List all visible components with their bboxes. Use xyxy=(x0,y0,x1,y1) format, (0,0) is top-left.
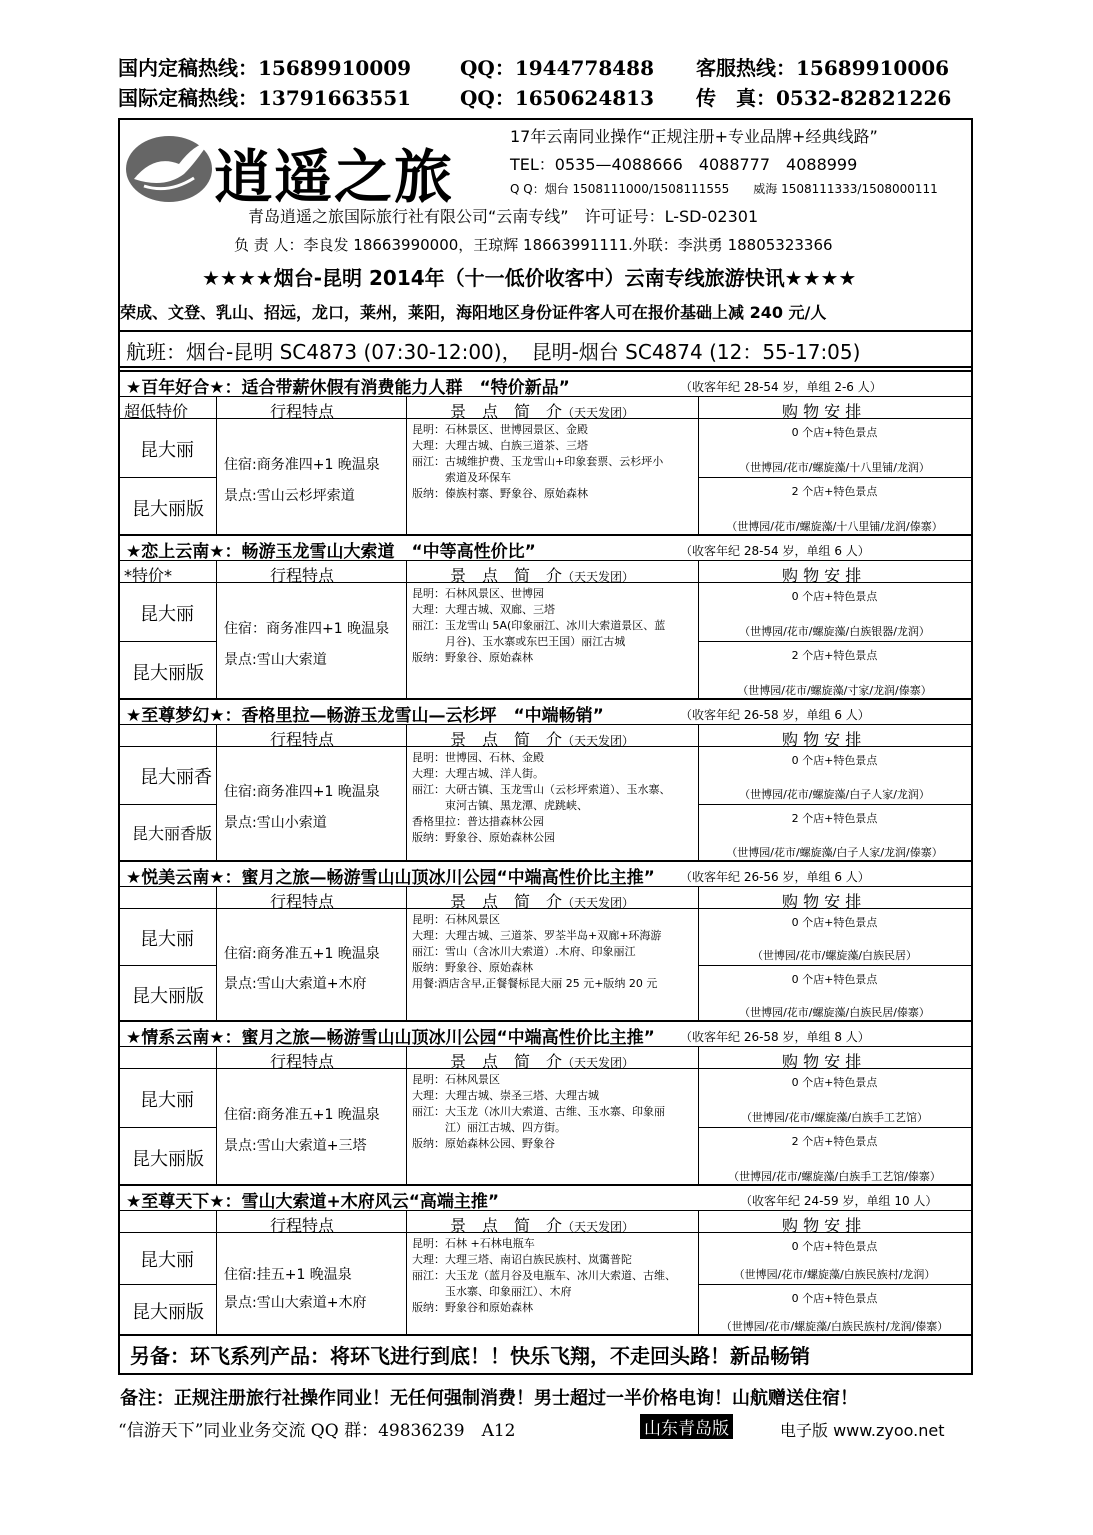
spot-line: 版纳：野象谷、原始森林 xyxy=(412,961,533,974)
intl-hotline: 国际定稿热线：13791663551 xyxy=(118,86,412,110)
attractions-feature: 景点:雪山大索道+木府 xyxy=(224,976,367,992)
route-name: 昆大丽 xyxy=(140,1250,194,1271)
tel: TEL：0535—4088666 4088777 4088999 xyxy=(510,155,858,174)
section-title: ★恋上云南★：畅游玉龙雪山大索道 “中等高性价比” xyxy=(126,542,536,562)
remark: 备注：正规注册旅行社操作同业！无任何强制消费！男士超过一半价格电询！山航赠送住宿！ xyxy=(120,1388,858,1409)
discount-note: 荣成、文登、乳山、招远，龙口，莱州，莱阳，海阳地区身份证件客人可在报价基础上减 240 元/人 xyxy=(120,303,827,322)
shop-count: 0 个店+特色景点 xyxy=(791,754,878,767)
route-section xyxy=(120,1184,971,1334)
section-title: ★悦美云南★：蜜月之旅—畅游雪山山顶冰川公园“中端高性价比主推” xyxy=(126,868,655,888)
col-itinerary: 行程特点 xyxy=(270,1216,335,1235)
col-price: *特价* xyxy=(124,566,173,585)
shop-count: 2 个店+特色景点 xyxy=(791,649,878,662)
section-age: （收客年纪 26-58 岁，单组 6 人） xyxy=(680,708,870,722)
shop-list: （世博园/花市/螺旋藻/白族民居/傣寨） xyxy=(739,1006,930,1019)
section-age: （收客年纪 24-59 岁，单组 10 人） xyxy=(740,1194,938,1208)
shop-list: （世博园/花市/螺旋藻/白族民族村/龙润/傣寨） xyxy=(720,1320,949,1333)
col-shopping: 购 物 安 排 xyxy=(782,566,862,585)
attractions-feature: 景点:雪山大索道+木府 xyxy=(224,1295,367,1311)
spot-line: 大理：大理古城、洋人街。 xyxy=(412,767,544,780)
spot-line: 昆明：石林 +石林电瓶车 xyxy=(412,1237,535,1250)
headline: ★★★★烟台-昆明 2014年（十一低价收客中）云南专线旅游快讯★★★★ xyxy=(202,266,857,290)
shop-list: （世博园/花市/螺旋藻/白族民居） xyxy=(751,949,918,962)
col-spots-sub: （天天发团） xyxy=(562,406,635,420)
bird-logo-icon xyxy=(124,134,214,204)
col-spots-label: 景 点 简 介 xyxy=(450,566,563,585)
route-name-version: 昆大丽版 xyxy=(132,662,204,684)
spot-line: 昆明：石林风景区 xyxy=(412,913,500,926)
shop-count: 2 个店+特色景点 xyxy=(791,812,878,825)
section-age: （收客年纪 26-56 岁，单组 6 人） xyxy=(680,870,870,884)
spot-line: 丽江：雪山（含冰川大索道）.木府、印象丽江 xyxy=(412,945,636,958)
shop-list: （世博园/花市/螺旋藻/寸家/龙润/傣寨） xyxy=(737,684,932,697)
edition-badge: 山东青岛版 xyxy=(640,1414,733,1439)
qq-group: “信游天下”同业业务交流 QQ 群：49836239 A12 xyxy=(118,1421,516,1441)
slogan: 17年云南同业操作“正规注册+专业品牌+经典线路” xyxy=(510,127,878,146)
qq-1: QQ：1944778488 xyxy=(460,56,655,80)
col-spots-label: 景 点 简 介 xyxy=(450,730,563,749)
spot-line: 大理：大理古城、双廊、三塔 xyxy=(412,603,555,616)
col-spots-label: 景 点 简 介 xyxy=(450,1216,563,1235)
spot-line: 用餐:酒店含早,正餐餐标昆大丽 25 元+版纳 20 元 xyxy=(412,977,658,990)
spot-line: 香格里拉：普达措森林公园 xyxy=(412,815,544,828)
spot-list xyxy=(412,1072,665,1152)
section-title: ★情系云南★：蜜月之旅—畅游雪山山顶冰川公园“中端高性价比主推” xyxy=(126,1028,655,1048)
route-name-version: 昆大丽版 xyxy=(132,985,204,1007)
col-shopping: 购 物 安 排 xyxy=(782,1052,862,1071)
accommodation: 住宿:商务准五+1 晚温泉 xyxy=(224,1106,380,1123)
section-title: ★至尊天下★：雪山大索道+木府风云“高端主推” xyxy=(126,1192,500,1212)
col-itinerary: 行程特点 xyxy=(270,892,335,911)
spot-line: 丽江：大玉龙（蓝月谷及电瓶车、冰川大索道、古维、 xyxy=(412,1269,676,1282)
shop-count: 2 个店+特色景点 xyxy=(791,485,878,498)
spot-line: 江）丽江古城、四方街。 xyxy=(412,1121,566,1134)
route-name-version: 昆大丽版 xyxy=(132,1148,204,1170)
col-itinerary: 行程特点 xyxy=(270,730,335,749)
col-spots-sub: （天天发团） xyxy=(562,1220,635,1234)
shop-count: 0 个店+特色景点 xyxy=(791,1240,878,1253)
spot-line: 丽江：大研古镇、玉龙雪山（云杉坪索道）、玉水寨、 xyxy=(412,783,671,796)
col-shopping: 购 物 安 排 xyxy=(782,730,862,749)
spot-line: 昆明：石林风景区、世博园 xyxy=(412,587,544,600)
col-itinerary: 行程特点 xyxy=(270,566,335,585)
route-name: 昆大丽香 xyxy=(140,767,212,788)
shop-list: （世博园/花市/螺旋藻/白族手工艺馆/傣寨） xyxy=(728,1170,941,1183)
route-section xyxy=(120,534,971,698)
route-section xyxy=(120,698,971,860)
flight-info: 航班：烟台-昆明 SC4873 (07:30-12:00)， 昆明-烟台 SC4874 (12：55-17:05) xyxy=(126,340,861,364)
col-shopping: 购 物 安 排 xyxy=(782,1216,862,1235)
accommodation: 住宿:商务准四+1 晚温泉 xyxy=(224,456,380,473)
spot-line: 大理：大理三塔、南诏白族民族村、岚霭普陀 xyxy=(412,1253,632,1266)
spot-line: 大理：大理古城、三道茶、罗荃半岛+双廊+环海游 xyxy=(412,929,662,942)
section-age: （收客年纪 28-54 岁，单组 6 人） xyxy=(680,544,870,558)
route-section xyxy=(120,370,971,534)
spot-line: 索道及环保车 xyxy=(412,471,511,484)
domestic-hotline: 国内定稿热线：15689910009 xyxy=(118,56,412,80)
spot-line: 束河古镇、黑龙潭、虎跳峡、 xyxy=(412,799,588,812)
fax: 传 真：0532-82821226 xyxy=(696,86,952,110)
route-name: 昆大丽 xyxy=(140,928,194,950)
col-itinerary: 行程特点 xyxy=(270,1052,335,1071)
shop-count: 0 个店+特色景点 xyxy=(791,426,878,439)
spot-line: 玉水寨、印象丽江）、木府 xyxy=(412,1285,572,1298)
route-name-version: 昆大丽版 xyxy=(132,1302,204,1323)
col-shopping: 购 物 安 排 xyxy=(782,892,862,911)
route-section xyxy=(120,860,971,1020)
shop-count: 0 个店+特色景点 xyxy=(791,590,878,603)
spot-line: 月谷)、玉水寨或东巴王国）丽江古城 xyxy=(412,635,626,648)
spot-line: 版纳：野象谷、原始森林公园 xyxy=(412,831,555,844)
section-title: ★至尊梦幻★：香格里拉—畅游玉龙雪山—云杉坪 “中端畅销” xyxy=(126,706,604,726)
shop-count: 0 个店+特色景点 xyxy=(791,1292,878,1305)
service-hotline: 客服热线：15689910006 xyxy=(696,56,950,80)
shop-list: （世博园/花市/螺旋藻/十八里铺/龙润） xyxy=(739,461,930,474)
spot-list xyxy=(412,422,663,502)
col-spots-label: 景 点 简 介 xyxy=(450,1052,563,1071)
route-section xyxy=(120,1020,971,1184)
accommodation: 住宿:商务准四+1 晚温泉 xyxy=(224,784,380,800)
qq-2: QQ：1650624813 xyxy=(460,86,655,110)
attractions-feature: 景点:雪山小索道 xyxy=(224,815,327,831)
spot-list xyxy=(412,750,671,846)
spot-line: 昆明：石林景区、世博园景区、金殿 xyxy=(412,423,588,436)
shop-count: 2 个店+特色景点 xyxy=(791,1135,878,1148)
company-name: 青岛逍遥之旅国际旅行社有限公司“云南专线” 许可证号：L-SD-02301 xyxy=(248,207,759,226)
accommodation: 住宿：商务准四+1 晚温泉 xyxy=(224,620,390,637)
shop-count: 0 个店+特色景点 xyxy=(791,1076,878,1089)
spot-line: 昆明：世博园、石林、金殿 xyxy=(412,751,544,764)
spot-list xyxy=(412,1236,676,1316)
col-spots-sub: （天天发团） xyxy=(562,1056,635,1070)
shop-list: （世博园/花市/螺旋藻/十八里铺/龙润/傣寨） xyxy=(726,520,943,533)
route-name: 昆大丽 xyxy=(140,439,194,461)
attractions-feature: 景点:雪山大索道+三塔 xyxy=(224,1138,367,1154)
shop-list: （世博园/花市/螺旋藻/白族银器/龙润） xyxy=(739,625,930,638)
flyer-frame xyxy=(118,118,973,1375)
spot-line: 丽江：玉龙雪山 5A(印象丽江、冰川大索道景区、蓝 xyxy=(412,619,666,632)
col-spots-label: 景 点 简 介 xyxy=(450,892,563,911)
shop-list: （世博园/花市/螺旋藻/白子人家/龙润/傣寨） xyxy=(726,846,943,859)
accommodation: 住宿:商务准五+1 晚温泉 xyxy=(224,945,380,962)
col-price: 超低特价 xyxy=(124,402,189,421)
route-name-version: 昆大丽版 xyxy=(132,498,204,520)
spot-line: 大理：大理古城、崇圣三塔、大理古城 xyxy=(412,1089,599,1102)
qq-numbers: Q Q：烟台 1508111000/1508111555 威海 1508111333/1508000111 xyxy=(510,182,938,196)
shop-count: 0 个店+特色景点 xyxy=(791,973,878,986)
spot-line: 版纳：原始森林公园、野象谷 xyxy=(412,1137,555,1150)
route-name: 昆大丽 xyxy=(140,1089,194,1111)
shop-list: （世博园/花市/螺旋藻/白子人家/龙润） xyxy=(739,788,930,801)
shop-list: （世博园/花市/螺旋藻/白族民族村/龙润） xyxy=(733,1268,936,1281)
spot-list xyxy=(412,586,665,666)
spot-line: 版纳：野象谷、原始森林 xyxy=(412,651,533,664)
other-products: 另备：环飞系列产品：将环飞进行到底！！快乐飞翔，不走回头路！新品畅销 xyxy=(130,1344,810,1368)
spot-line: 大理：大理古城、白族三道茶、三塔 xyxy=(412,439,588,452)
col-itinerary: 行程特点 xyxy=(270,402,335,421)
col-spots-sub: （天天发团） xyxy=(562,734,635,748)
spot-line: 版纳：傣族村寨、野象谷、原始森林 xyxy=(412,487,588,500)
spot-line: 版纳：野象谷和原始森林 xyxy=(412,1301,533,1314)
route-name: 昆大丽 xyxy=(140,603,194,625)
spot-list xyxy=(412,912,661,992)
spot-line: 丽江：古城维护费、玉龙雪山+印象套票、云杉坪小 xyxy=(412,455,664,468)
shop-list: （世博园/花市/螺旋藻/白族手工艺馆） xyxy=(740,1111,929,1124)
section-age: （收客年纪 26-58 岁，单组 8 人） xyxy=(680,1030,870,1044)
attractions-feature: 景点:雪山大索道 xyxy=(224,652,327,668)
accommodation: 住宿:挂五+1 晚温泉 xyxy=(224,1267,352,1283)
section-age: （收客年纪 28-54 岁，单组 2-6 人） xyxy=(680,380,882,394)
website: 电子版 www.zyoo.net xyxy=(780,1421,945,1440)
route-name-version: 昆大丽香版 xyxy=(132,824,213,843)
spot-line: 丽江：大玉龙（冰川大索道、古维、玉水寨、印象丽 xyxy=(412,1105,665,1118)
col-shopping: 购 物 安 排 xyxy=(782,402,862,421)
col-spots-sub: （天天发团） xyxy=(562,570,635,584)
spot-line: 昆明：石林风景区 xyxy=(412,1073,500,1086)
attractions-feature: 景点:雪山云杉坪索道 xyxy=(224,488,355,504)
brand-logo-text: 逍遥之旅 xyxy=(214,143,455,211)
section-title: ★百年好合★：适合带薪休假有消费能力人群 “特价新品” xyxy=(126,378,570,398)
shop-count: 0 个店+特色景点 xyxy=(791,916,878,929)
col-spots-sub: （天天发团） xyxy=(562,896,635,910)
contacts: 负 责 人：李良发 18663990000，王琼辉 18663991111.外联：李洪勇 18805323366 xyxy=(234,236,833,254)
col-spots-label: 景 点 简 介 xyxy=(450,402,563,421)
